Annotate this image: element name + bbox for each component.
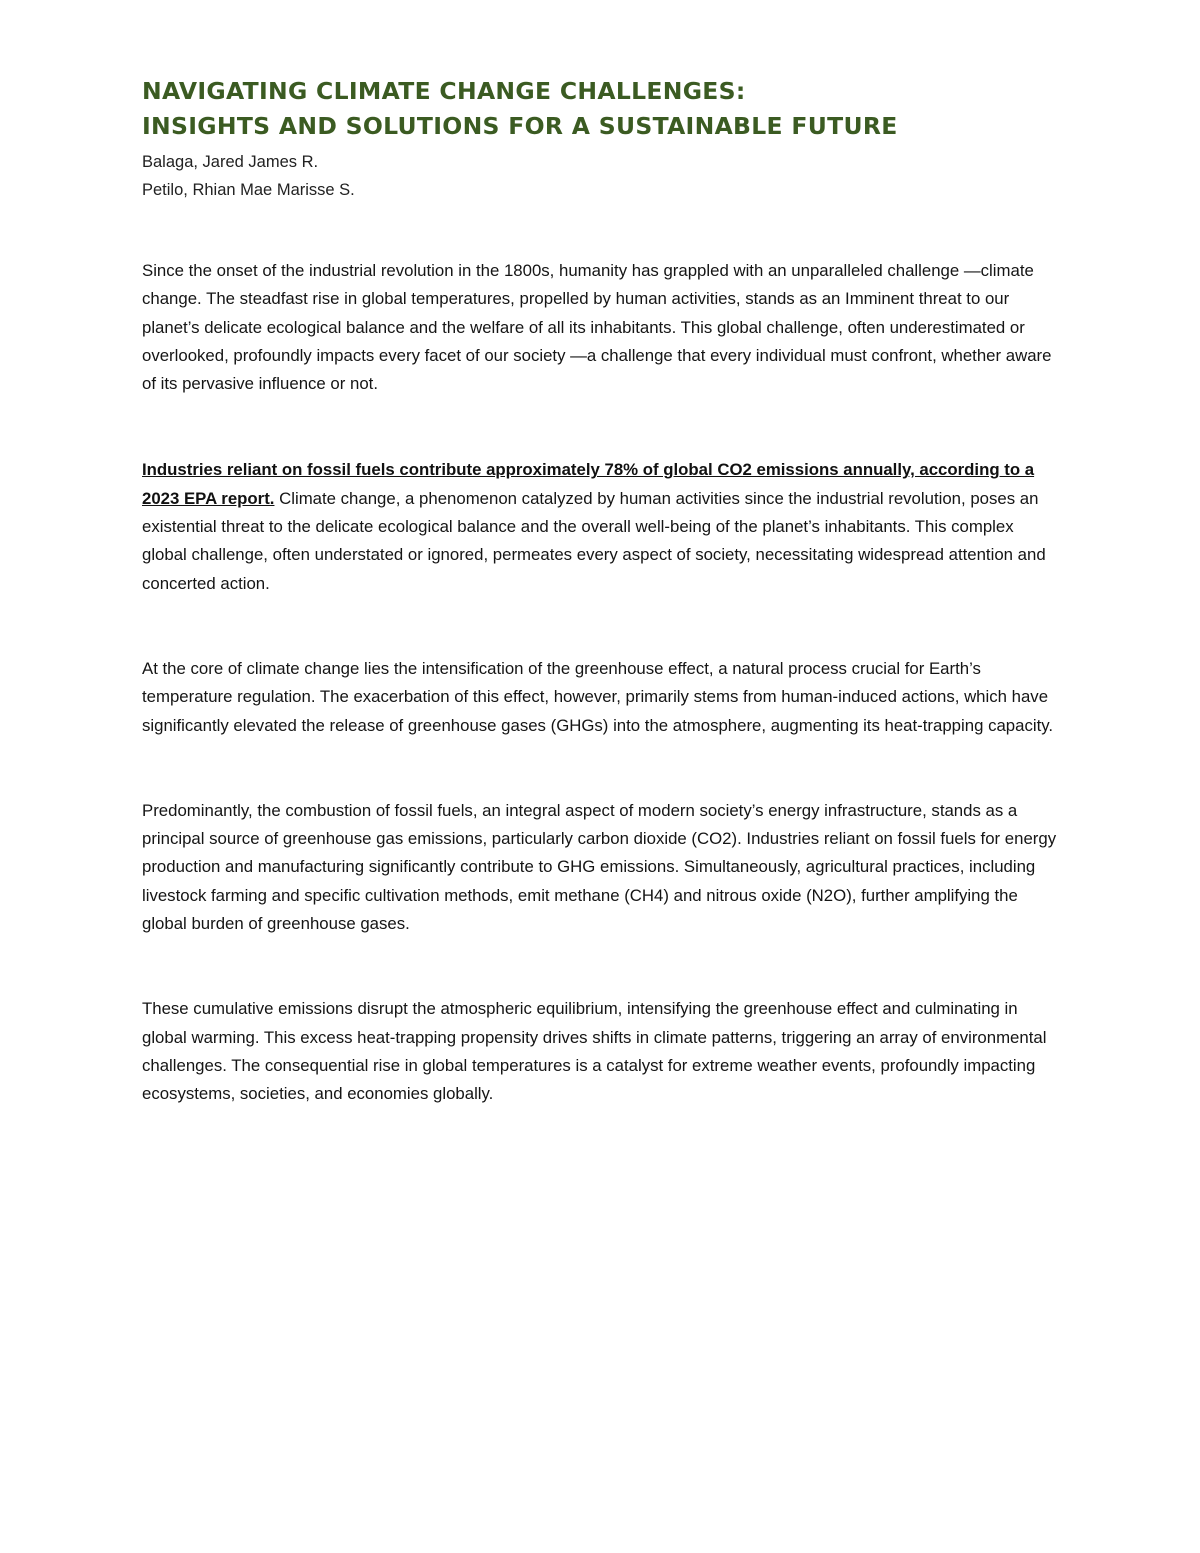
document-page	[142, 74, 1062, 1109]
author-name: Petilo, Rhian Mae Marisse S.	[142, 181, 355, 199]
title-line-2: INSIGHTS AND SOLUTIONS FOR A SUSTAINABLE FUTURE	[142, 112, 898, 140]
author-name: Balaga, Jared James R.	[142, 153, 319, 171]
paragraph-fossil-fuels	[142, 456, 1062, 597]
document-body	[142, 257, 1062, 1109]
paragraph-intro: Since the onset of the industrial revolution in the 1800s, humanity has grappled with an unparalleled challenge —climate change. The steadfast rise in global temperatures, propelled by human activities, stands as an Imminent threat to our planet’s delicate ecological balance and the welfare of all its inhabitants. This global challenge, often underestimated or overlooked, profoundly impacts every facet of our society —a challenge that every individual must confront, whether aware of its pervasive influence or not.	[142, 261, 1052, 394]
author-list	[142, 148, 1062, 204]
paragraph-combustion: Predominantly, the combustion of fossil fuels, an integral aspect of modern society’s energy infrastructure, stands as a principal source of greenhouse gas emissions, particularly carbon dioxide (CO2). Industries reliant on fossil fuels for energy production and manufacturing significantly contribute to GHG emissions. Simultaneously, agricultural practices, including livestock farming and specific cultivation methods, emit methane (CH4) and nitrous oxide (N2O), further amplifying the global burden of greenhouse gases.	[142, 800, 1057, 934]
paragraph-greenhouse-effect: At the core of climate change lies the intensification of the greenhouse effect, a natural process crucial for Earth’s temperature regulation. The exacerbation of this effect, however, primarily stems from human-induced actions, which have significantly elevated the release of greenhouse gases (GHGs) into the atmosphere, augmenting its heat-trapping capacity.	[142, 658, 1054, 735]
document-header	[142, 74, 1062, 204]
title-line-1: NAVIGATING CLIMATE CHANGE CHALLENGES:	[142, 77, 746, 105]
highlighted-statistic: Industries reliant on fossil fuels contribute approximately 78% of global CO2 emissions annually, according to a 2023 EPA report.	[142, 460, 1035, 508]
paragraph-cumulative-emissions: These cumulative emissions disrupt the atmospheric equilibrium, intensifying the greenhouse effect and culminating in global warming. This excess heat-trapping propensity drives shifts in climate patterns, triggering an array of environmental challenges. The consequential rise in global temperatures is a catalyst for extreme weather events, profoundly impacting ecosystems, societies, and economies globally.	[142, 999, 1047, 1104]
paragraph-fossil-fuels-text: Climate change, a phenomenon catalyzed by human activities since the industrial revolution, poses an existential threat to the delicate ecological balance and the overall well-being of the planet’s inhabitants. This complex global challenge, often understated or ignored, permeates every aspect of society, necessitating widespread attention and concerted action.	[142, 488, 1046, 593]
